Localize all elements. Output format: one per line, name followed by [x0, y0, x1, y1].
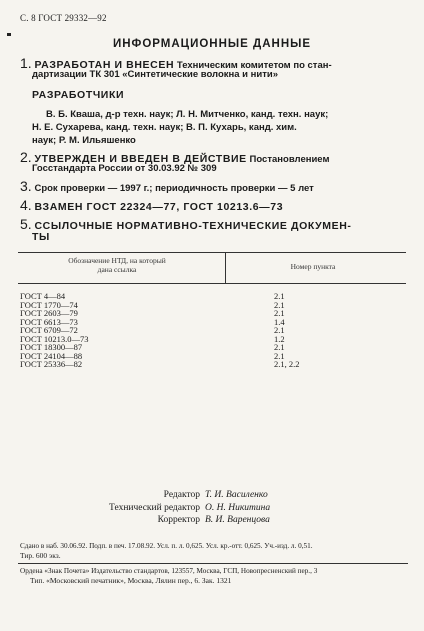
section-2-lead: УТВЕРЖДЕН И ВВЕДЕН В ДЕЙСТВИЕ — [34, 153, 247, 165]
table-row-doc: ГОСТ 25336—82 — [20, 359, 83, 369]
developers-heading: РАЗРАБОТЧИКИ — [32, 89, 125, 101]
section-5-line-1 — [20, 216, 352, 232]
section-4 — [20, 197, 283, 213]
table-row-doc: ГОСТ 6709—72 — [20, 325, 78, 335]
table-row-clause: 2.1 — [274, 342, 285, 352]
section-5-text: ССЫЛОЧНЫЕ НОРМАТИВНО-ТЕХНИЧЕСКИЕ ДОКУМЕН- — [34, 220, 352, 232]
table-header-doc-1: Обозначение НТД, на который — [68, 256, 166, 265]
section-2-number: 2. — [20, 149, 32, 165]
page-title: ИНФОРМАЦИОННЫЕ ДАННЫЕ — [112, 38, 312, 50]
section-5-line-2: ТЫ — [32, 231, 50, 243]
table-row-doc: ГОСТ 1770—74 — [20, 299, 78, 310]
table-row-clause: 2.1 — [274, 350, 285, 361]
table-row-doc: ГОСТ 24104—88 — [20, 350, 83, 361]
section-3 — [20, 178, 314, 194]
table-row-doc: ГОСТ 18300—87 — [20, 342, 83, 352]
page-header: С. 8 ГОСТ 29332—92 — [20, 13, 107, 23]
section-1-line-2: дартизации ТК 301 «Синтетические волокна и нити» — [32, 69, 278, 80]
section-1-rest: Техническим комитетом по стан- — [176, 60, 332, 71]
imprint-line-1: Сдано в наб. 30.06.92. Подп. в печ. 17.08.92. Усл. п. л. 0,625. Усл. кр.-отт. 0,625. Уч.-изд. л. 0,51. — [20, 542, 313, 550]
developers-line-3: наук; Р. М. Ильяшенко — [32, 135, 136, 146]
table-row-doc: ГОСТ 2603—79 — [20, 308, 78, 318]
table-row-clause: 2.1 — [274, 299, 285, 310]
table-row-doc: ГОСТ 4—84 — [20, 291, 66, 301]
section-2-line-2: Госстандарта России от 30.03.92 № 309 — [32, 163, 217, 174]
printer-line: Тип. «Московский печатник», Москва, Лялин пер., 6. Зак. 1321 — [30, 576, 232, 585]
section-3-text: Срок проверки — 1997 г.; периодичность проверки — 5 лет — [34, 183, 314, 194]
publisher-line: Ордена «Знак Почета» Издательство стандартов, 123557, Москва, ГСП, Новопресненский пер., 3 — [20, 567, 318, 575]
section-3-number: 3. — [20, 178, 32, 194]
developers-line-2: Н. Е. Сухарева, канд. техн. наук; В. П. Кухарь, канд. хим. — [32, 122, 297, 133]
editor-name: Т. И. Василенко — [205, 490, 268, 500]
section-5-number: 5. — [20, 216, 32, 232]
margin-mark — [7, 33, 11, 36]
table-row-doc: ГОСТ 6613—73 — [20, 316, 78, 327]
table-row-clause: 1.4 — [274, 316, 285, 327]
proofreader-name: В. И. Варенцова — [205, 515, 270, 525]
tech-editor-label: Технический редактор — [109, 503, 200, 513]
section-1-number: 1. — [20, 55, 32, 71]
table-row-clause: 2.1 — [274, 325, 285, 335]
section-4-number: 4. — [20, 197, 32, 213]
table-header-rule — [18, 283, 406, 284]
proofreader-label: Корректор — [157, 515, 200, 525]
table-column-divider — [225, 252, 226, 284]
table-row-clause: 2.1, 2.2 — [274, 359, 300, 369]
table-header-clause: Номер пункта — [290, 262, 336, 271]
table-row-clause: 2.1 — [274, 308, 285, 318]
table-row-clause: 1.2 — [274, 333, 285, 344]
section-4-text: ВЗАМЕН ГОСТ 22324—77, ГОСТ 10213.6—73 — [34, 201, 284, 213]
table-header-doc-2: дана ссылка — [97, 265, 137, 274]
developers-line-1: В. Б. Кваша, д-р техн. наук; Л. Н. Митченко, канд. техн. наук; — [46, 109, 329, 120]
section-2-rest: Постановлением — [249, 154, 330, 165]
editor-label: Редактор — [163, 490, 200, 500]
imprint-line-2: Тир. 600 экз. — [20, 551, 61, 560]
tech-editor-name: О. Н. Никитина — [205, 503, 271, 513]
section-1-lead: РАЗРАБОТАН И ВНЕСЕН — [34, 59, 175, 71]
table-row-clause: 2.1 — [274, 291, 285, 301]
table-row-doc: ГОСТ 10213.0—73 — [20, 333, 89, 344]
footer-rule — [18, 563, 408, 564]
table-top-rule — [18, 252, 406, 253]
